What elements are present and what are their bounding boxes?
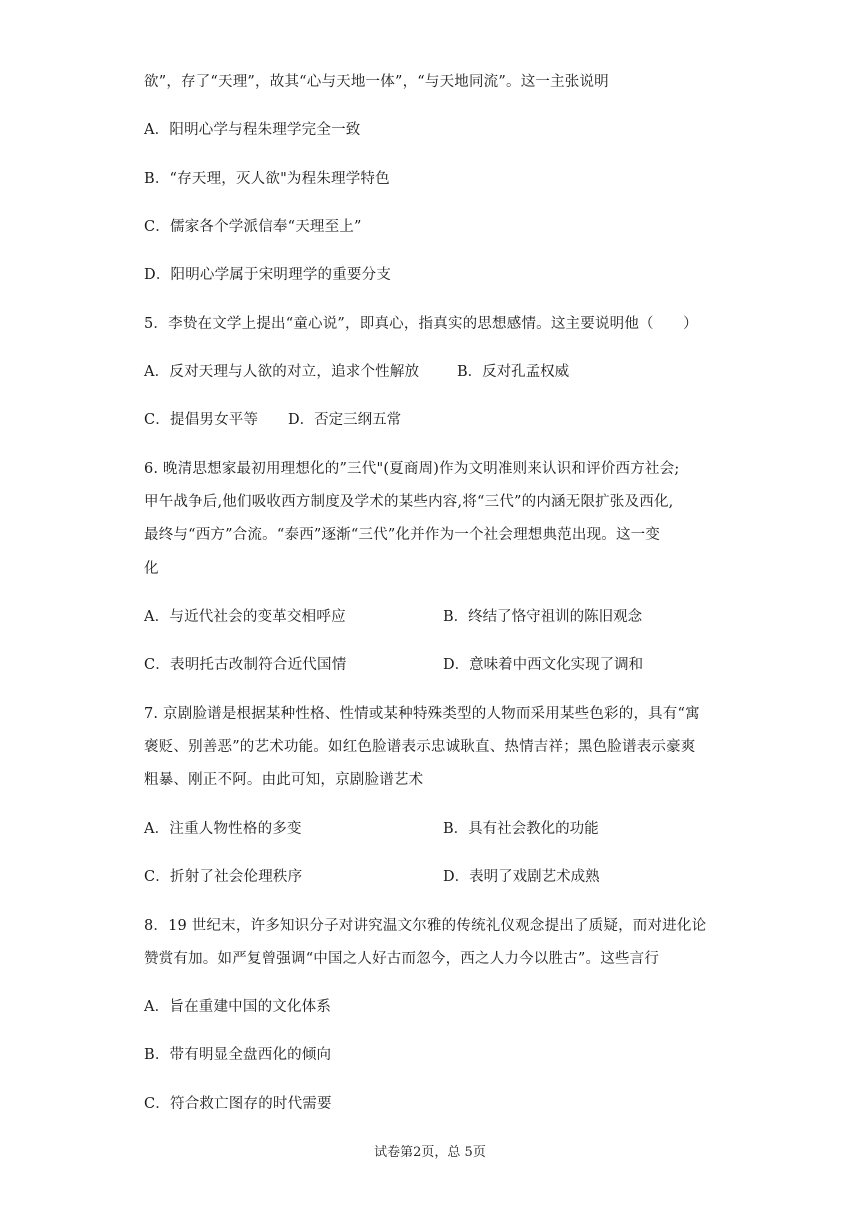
q7-stem-line-2: 褒贬、别善恶”的艺术功能。如红色脸谱表示忠诚耿直、热情吉祥；黑色脸谱表示豪爽 (144, 739, 696, 755)
q4-option-d: D．阳明心学属于宋明理学的重要分支 (144, 267, 392, 283)
q8-option-c: C．符合救亡图存的时代需要 (144, 1096, 332, 1112)
q7-option-a: A．注重人物性格的多变 (144, 821, 302, 837)
q6-option-b: B．终结了恪守祖训的陈旧观念 (443, 609, 643, 625)
q7-stem-line-3: 粗暴、刚正不阿。由此可知，京剧脸谱艺术 (144, 772, 424, 788)
q7-option-c: C．折射了社会伦理秩序 (144, 869, 303, 885)
q5-option-b: B．反对孔孟权威 (457, 364, 570, 380)
q8-stem-line-2: 赞赏有加。如严复曾强调“中国之人好古而忽今，西之人力今以胜古”。这些言行 (144, 951, 660, 967)
q6-stem-line-1: 6. 晚清思想家最初用理想化的”三代"(夏商周)作为文明准则来认识和评价西方社会; (144, 461, 680, 477)
q5-option-c: C．提倡男女平等 (144, 412, 259, 428)
q5-stem: 5．李贽在文学上提出“童心说”，即真心，指真实的思想感情。这主要说明他（ ） (144, 316, 698, 332)
q4-option-b: B．“存天理，灭人欲"为程朱理学特色 (144, 171, 390, 187)
q8-option-b: B．带有明显全盘西化的倾向 (144, 1047, 332, 1063)
page-footer: 试卷第2页，总 5页 (374, 1145, 486, 1160)
q4-stem-tail: 欲”，存了“天理”，故其“心与天地一体”，“与天地同流”。这一主张说明 (144, 74, 609, 90)
q6-option-c: C．表明托古改制符合近代国情 (144, 657, 347, 673)
q6-stem-line-3: 最终与“西方”合流。“泰西”逐渐“三代”化并作为一个社会理想典范出现。这一变 (144, 527, 661, 543)
q6-option-d: D．意味着中西文化实现了调和 (443, 657, 644, 673)
q5-option-a: A．反对天理与人欲的对立，追求个性解放 (144, 364, 420, 380)
q4-option-c: C．儒家各个学派信奉“天理至上” (144, 219, 362, 235)
q6-option-a: A．与近代社会的变革交相呼应 (144, 609, 346, 625)
q8-option-a: A．旨在重建中国的文化体系 (144, 999, 332, 1015)
q6-stem-line-4: 化 (144, 561, 159, 577)
q5-option-d: D．否定三纲五常 (288, 412, 402, 428)
q7-option-d: D．表明了戏剧艺术成熟 (443, 869, 600, 885)
q7-stem-line-1: 7. 京剧脸谱是根据某种性格、性情或某种特殊类型的人物而采用某些色彩的，具有“寓 (144, 706, 700, 722)
q4-option-a: A．阳明心学与程朱理学完全一致 (144, 122, 361, 138)
q6-stem-line-2: 甲午战争后,他们吸收西方制度及学术的某些内容,将“三代”的内涵无限扩张及西化, (144, 494, 674, 510)
q7-option-b: B．具有社会教化的功能 (443, 821, 599, 837)
q8-stem-line-1: 8．19 世纪末，许多知识分子对讲究温文尔雅的传统礼仪观念提出了质疑，而对进化论 (144, 918, 707, 934)
